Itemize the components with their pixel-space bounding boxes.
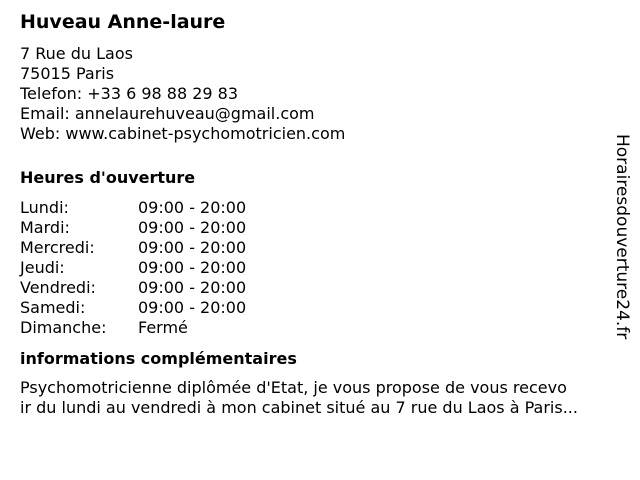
day-label: Samedi:	[20, 298, 86, 317]
info-line: ir du lundi au vendredi à mon cabinet situé au 7 rue du Laos à Paris...	[20, 398, 578, 417]
hours-row-saturday	[20, 298, 620, 318]
hours-row-monday	[20, 198, 620, 218]
day-hours: 09:00 - 20:00	[138, 198, 247, 217]
day-hours: 09:00 - 20:00	[138, 238, 247, 257]
hours-row-tuesday	[20, 218, 620, 238]
business-name: Huveau Anne-laure	[20, 11, 226, 33]
day-hours: 09:00 - 20:00	[138, 278, 247, 297]
hours-row-friday	[20, 278, 620, 298]
additional-info-text	[20, 378, 620, 418]
email-address: Email: annelaurehuveau@gmail.com	[20, 104, 315, 123]
watermark-text: Horairesdouverture24.fr	[612, 134, 632, 340]
day-hours: 09:00 - 20:00	[138, 258, 247, 277]
additional-info-heading: informations complémentaires	[20, 349, 297, 368]
site-watermark	[612, 134, 632, 348]
website: Web: www.cabinet-psychomotricien.com	[20, 124, 346, 143]
hours-row-wednesday	[20, 238, 620, 258]
street-address: 7 Rue du Laos	[20, 44, 133, 63]
day-label: Mardi:	[20, 218, 70, 237]
address-block	[20, 44, 620, 144]
day-hours: Fermé	[138, 318, 188, 337]
day-label: Vendredi:	[20, 278, 96, 297]
day-label: Jeudi:	[20, 258, 65, 277]
day-hours: 09:00 - 20:00	[138, 298, 247, 317]
phone-number: Telefon: +33 6 98 88 29 83	[20, 84, 239, 103]
hours-row-thursday	[20, 258, 620, 278]
city-address: 75015 Paris	[20, 64, 115, 83]
opening-hours-table	[20, 198, 620, 338]
hours-row-sunday	[20, 318, 620, 338]
business-listing	[20, 10, 620, 418]
day-label: Dimanche:	[20, 318, 107, 337]
day-hours: 09:00 - 20:00	[138, 218, 247, 237]
info-line: Psychomotricienne diplômée d'Etat, je vous propose de vous recevo	[20, 378, 567, 397]
opening-hours-heading: Heures d'ouverture	[20, 168, 196, 187]
day-label: Lundi:	[20, 198, 69, 217]
day-label: Mercredi:	[20, 238, 95, 257]
